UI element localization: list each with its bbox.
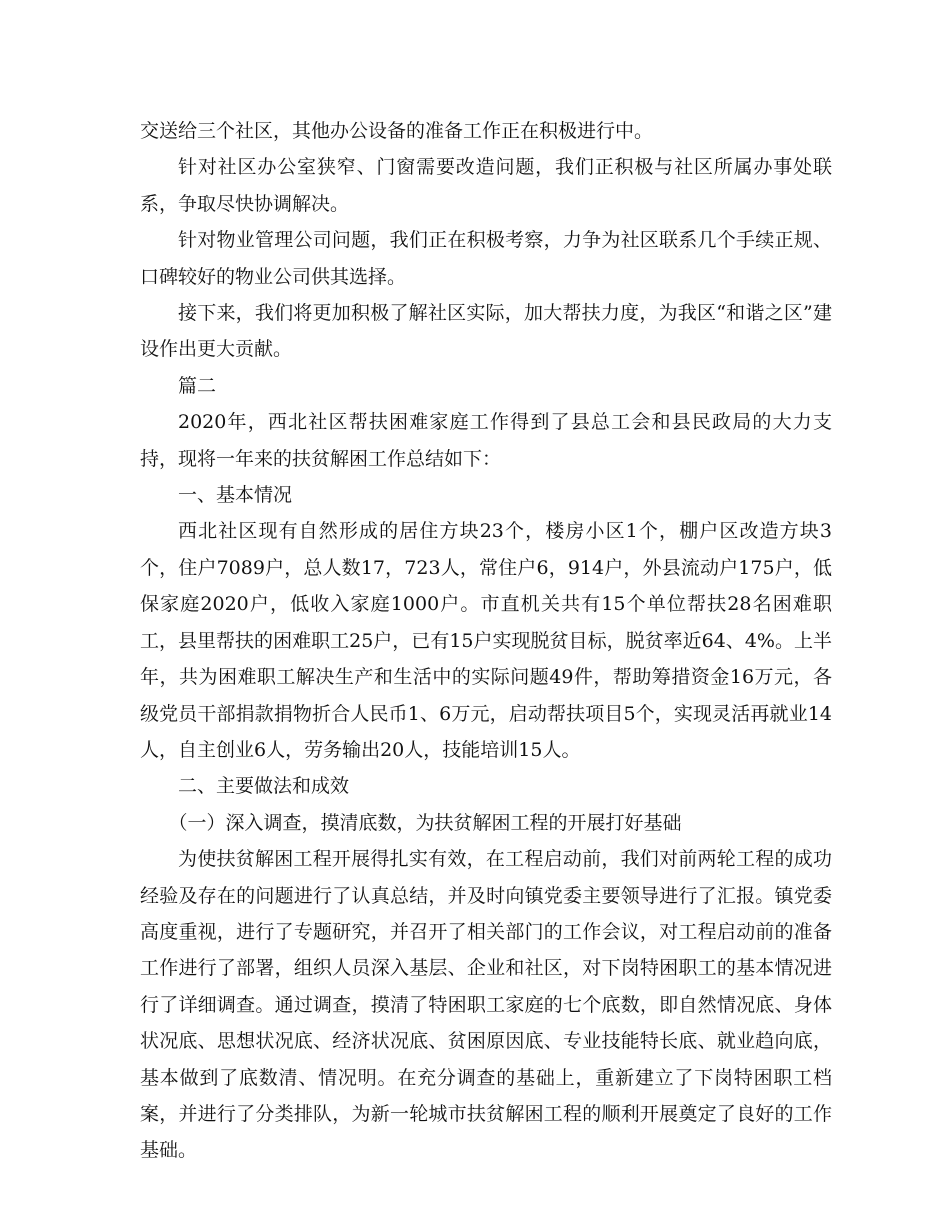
section-heading-part-two: 篇二	[178, 374, 217, 397]
paragraph-office-renovation: 针对社区办公室狭窄、门窗需要改造问题，我们正积极与社区所属办事处联系，争取尽快协调解决。	[140, 156, 832, 215]
paragraph-basic-situation: 西北社区现有自然形成的居住方块23个，楼房小区1个，棚户区改造方块3个，住户7089户，总人数17，723人，常住户6，914户，外县流动户175户，低保家庭2020户，低收入家庭1000户。市直机关共有15个单位帮扶28名困难职工，县里帮扶的困难职工25户，已有15户实现脱贫目标，脱贫率近64、4%。上半年，共为困难职工解决生产和生活中的实际问题49件，帮助筹措资金16万元，各级党员干部捐款捐物折合人民币1、6万元，启动帮扶项目5个，实现灵活再就业14人，自主创业6人，劳务输出20人，技能培训15人。	[140, 520, 832, 761]
paragraph-intro-2020: 2020年，西北社区帮扶困难家庭工作得到了县总工会和县民政局的大力支持，现将一年来的扶贫解困工作总结如下：	[140, 411, 832, 470]
heading-basic-situation: 一、基本情况	[178, 484, 293, 507]
paragraph-continuation: 交送给三个社区，其他办公设备的准备工作正在积极进行中。	[140, 120, 654, 142]
paragraph-next-steps: 接下来，我们将更加积极了解社区实际，加大帮扶力度，为我区“和谐之区”建设作出更大贡献。	[140, 302, 832, 361]
subheading-investigation: （一）深入调查，摸清底数，为扶贫解困工程的开展打好基础	[168, 811, 682, 834]
paragraph-investigation: 为使扶贫解困工程开展得扎实有效，在工程启动前，我们对前两轮工程的成功经验及存在的问题进行了认真总结，并及时向镇党委主要领导进行了汇报。镇党委高度重视，进行了专题研究，并召开了相关部门的工作会议，对工程启动前的准备工作进行了部署，组织人员深入基层、企业和社区，对下岗特困职工的基本情况进行了详细调查。通过调查，摸清了特困职工家庭的七个底数，即自然情况底、身体状况底、思想状况底、经济状况底、贫困原因底、专业技能特长底、就业趋向底，基本做到了底数清、情况明。在充分调查的基础上，重新建立了下岗特困职工档案，并进行了分类排队，为新一轮城市扶贫解困工程的顺利开展奠定了良好的工作基础。	[140, 848, 832, 1162]
heading-main-practices: 二、主要做法和成效	[178, 775, 350, 798]
paragraph-property-management: 针对物业管理公司问题，我们正在积极考察，力争为社区联系几个手续正规、口碑较好的物业公司供其选择。	[140, 229, 832, 288]
document-body	[140, 113, 832, 1169]
